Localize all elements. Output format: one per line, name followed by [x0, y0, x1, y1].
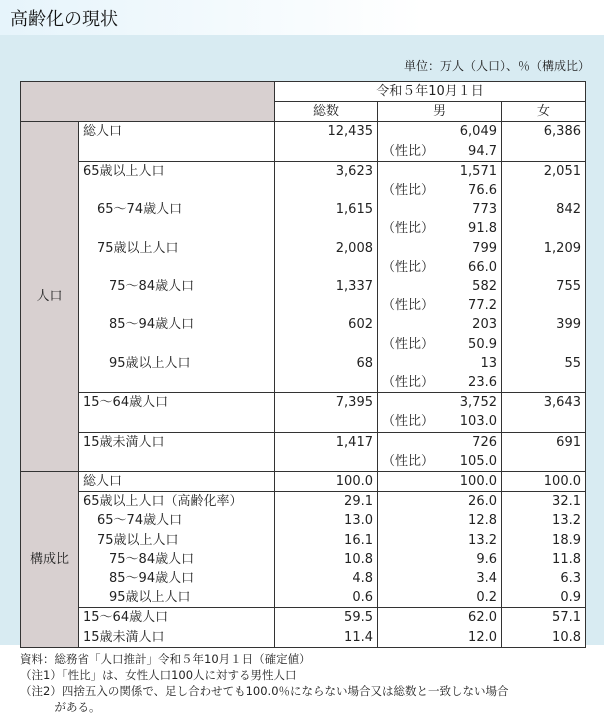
cell-empty: [502, 373, 586, 393]
section-population: 人口: [21, 122, 79, 472]
row-label: 95歳以上人口: [79, 354, 275, 393]
sex-ratio-label: （性比）: [382, 259, 435, 275]
sex-ratio-cell: [378, 219, 502, 238]
header-female: 女: [502, 102, 586, 122]
cell-male: 582: [378, 277, 502, 296]
cell-empty: [502, 219, 586, 238]
row-label: 95歳以上人口: [79, 588, 275, 608]
cell-total: 100.0: [275, 472, 378, 492]
header-blank: [21, 82, 275, 122]
header-date: 令和５年10月１日: [275, 82, 586, 102]
cell-empty: [502, 412, 586, 432]
sex-ratio-cell: [378, 296, 502, 315]
cell-female: 6.3: [502, 569, 586, 588]
cell-male: 9.6: [378, 550, 502, 569]
cell-total: 12,435: [275, 122, 378, 142]
sex-ratio-cell: [378, 258, 502, 277]
cell-female: 10.8: [502, 628, 586, 648]
cell-empty: [502, 142, 586, 162]
sex-ratio-cell: [378, 412, 502, 432]
cell-female: 18.9: [502, 531, 586, 550]
cell-male: 13: [378, 354, 502, 373]
row-label: 総人口: [79, 122, 275, 161]
sex-ratio-label: （性比）: [382, 336, 435, 352]
cell-empty: [275, 219, 378, 238]
sex-ratio-label: （性比）: [382, 453, 435, 469]
cell-male: 13.2: [378, 531, 502, 550]
cell-female: 32.1: [502, 492, 586, 512]
cell-total: 16.1: [275, 531, 378, 550]
cell-female: 1,209: [502, 239, 586, 258]
cell-female: 100.0: [502, 472, 586, 492]
note-line: （注2）四捨五入の関係で、足し合わせても100.0％にならない場合又は総数と一致しない場合: [20, 684, 509, 698]
row-label: 15〜64歳人口: [79, 608, 275, 628]
cell-empty: [502, 258, 586, 277]
cell-empty: [502, 181, 586, 200]
sex-ratio-value: 105.0: [459, 453, 497, 469]
cell-male: 6,049: [378, 122, 502, 142]
cell-total: 0.6: [275, 588, 378, 608]
sex-ratio-label: （性比）: [382, 221, 435, 237]
sex-ratio-value: 23.6: [468, 375, 497, 391]
sex-ratio-value: 76.6: [468, 183, 497, 199]
cell-empty: [275, 335, 378, 354]
cell-male: 1,571: [378, 161, 502, 181]
sex-ratio-cell: [378, 335, 502, 354]
cell-female: 55: [502, 354, 586, 373]
row-label: 85〜94歳人口: [79, 315, 275, 353]
notes: [20, 651, 509, 715]
cell-empty: [275, 181, 378, 200]
cell-total: 1,417: [275, 432, 378, 452]
cell-female: 0.9: [502, 588, 586, 608]
row-label: 75〜84歳人口: [79, 277, 275, 315]
cell-total: 1,337: [275, 277, 378, 296]
cell-male: 62.0: [378, 608, 502, 628]
cell-male: 203: [378, 315, 502, 334]
cell-empty: [275, 258, 378, 277]
row-label: 85〜94歳人口: [79, 569, 275, 588]
row-label: 75歳以上人口: [79, 239, 275, 277]
sex-ratio-cell: [378, 181, 502, 200]
cell-total: 11.4: [275, 628, 378, 648]
cell-male: 726: [378, 432, 502, 452]
cell-total: 4.8: [275, 569, 378, 588]
cell-empty: [275, 412, 378, 432]
cell-female: 13.2: [502, 511, 586, 530]
cell-total: 7,395: [275, 393, 378, 413]
sex-ratio-value: 91.8: [468, 221, 497, 237]
cell-female: 11.8: [502, 550, 586, 569]
sex-ratio-label: （性比）: [382, 183, 435, 199]
header-male: 男: [378, 102, 502, 122]
cell-female: 755: [502, 277, 586, 296]
row-label: 65歳以上人口（高齢化率）: [79, 492, 275, 512]
cell-female: 2,051: [502, 161, 586, 181]
cell-male: 12.0: [378, 628, 502, 648]
sex-ratio-value: 94.7: [468, 143, 497, 159]
cell-male: 799: [378, 239, 502, 258]
header-total: 総数: [275, 102, 378, 122]
cell-total: 13.0: [275, 511, 378, 530]
row-label: 15歳未満人口: [79, 628, 275, 648]
sex-ratio-label: （性比）: [382, 298, 435, 314]
sex-ratio-value: 66.0: [468, 259, 497, 275]
cell-female: 57.1: [502, 608, 586, 628]
row-label: 15歳未満人口: [79, 432, 275, 471]
title-bar: [0, 0, 604, 35]
row-label: 65〜74歳人口: [79, 200, 275, 238]
cell-total: 10.8: [275, 550, 378, 569]
cell-total: 68: [275, 354, 378, 373]
cell-empty: [275, 452, 378, 472]
cell-total: 2,008: [275, 239, 378, 258]
cell-male: 3,752: [378, 393, 502, 413]
cell-total: 602: [275, 315, 378, 334]
cell-empty: [275, 373, 378, 393]
cell-empty: [502, 335, 586, 354]
note-line: がある。: [20, 700, 101, 714]
cell-empty: [275, 142, 378, 162]
cell-female: 399: [502, 315, 586, 334]
row-label: 65〜74歳人口: [79, 511, 275, 530]
cell-male: 26.0: [378, 492, 502, 512]
row-label: 総人口: [79, 472, 275, 492]
sex-ratio-value: 77.2: [468, 298, 497, 314]
sex-ratio-value: 103.0: [459, 414, 497, 430]
cell-male: 100.0: [378, 472, 502, 492]
note-line: （注1）「性比」は、女性人口100人に対する男性人口: [20, 668, 297, 682]
row-label: 65歳以上人口: [79, 161, 275, 200]
cell-male: 3.4: [378, 569, 502, 588]
sex-ratio-label: （性比）: [382, 414, 435, 430]
page-title: 高齢化の現状: [10, 9, 118, 30]
cell-female: 6,386: [502, 122, 586, 142]
cell-empty: [502, 452, 586, 472]
table-panel: [0, 35, 604, 714]
row-label: 75〜84歳人口: [79, 550, 275, 569]
cell-total: 29.1: [275, 492, 378, 512]
row-label: 15〜64歳人口: [79, 393, 275, 432]
statistics-table: [20, 81, 586, 648]
cell-total: 1,615: [275, 200, 378, 219]
note-line: 資料：総務省「人口推計」令和５年10月１日（確定値）: [20, 652, 311, 666]
cell-male: 0.2: [378, 588, 502, 608]
sex-ratio-label: （性比）: [382, 375, 435, 391]
sex-ratio-cell: [378, 142, 502, 162]
section-composition: 構成比: [21, 472, 79, 648]
sex-ratio-value: 50.9: [468, 336, 497, 352]
cell-empty: [275, 296, 378, 315]
cell-female: 691: [502, 432, 586, 452]
cell-female: 3,643: [502, 393, 586, 413]
cell-male: 773: [378, 200, 502, 219]
cell-male: 12.8: [378, 511, 502, 530]
cell-empty: [502, 296, 586, 315]
sex-ratio-label: （性比）: [382, 143, 435, 159]
row-label: 75歳以上人口: [79, 531, 275, 550]
cell-total: 3,623: [275, 161, 378, 181]
cell-female: 842: [502, 200, 586, 219]
sex-ratio-cell: [378, 452, 502, 472]
cell-total: 59.5: [275, 608, 378, 628]
unit-label: 単位：万人（人口）、％（構成比）: [403, 59, 590, 73]
sex-ratio-cell: [378, 373, 502, 393]
